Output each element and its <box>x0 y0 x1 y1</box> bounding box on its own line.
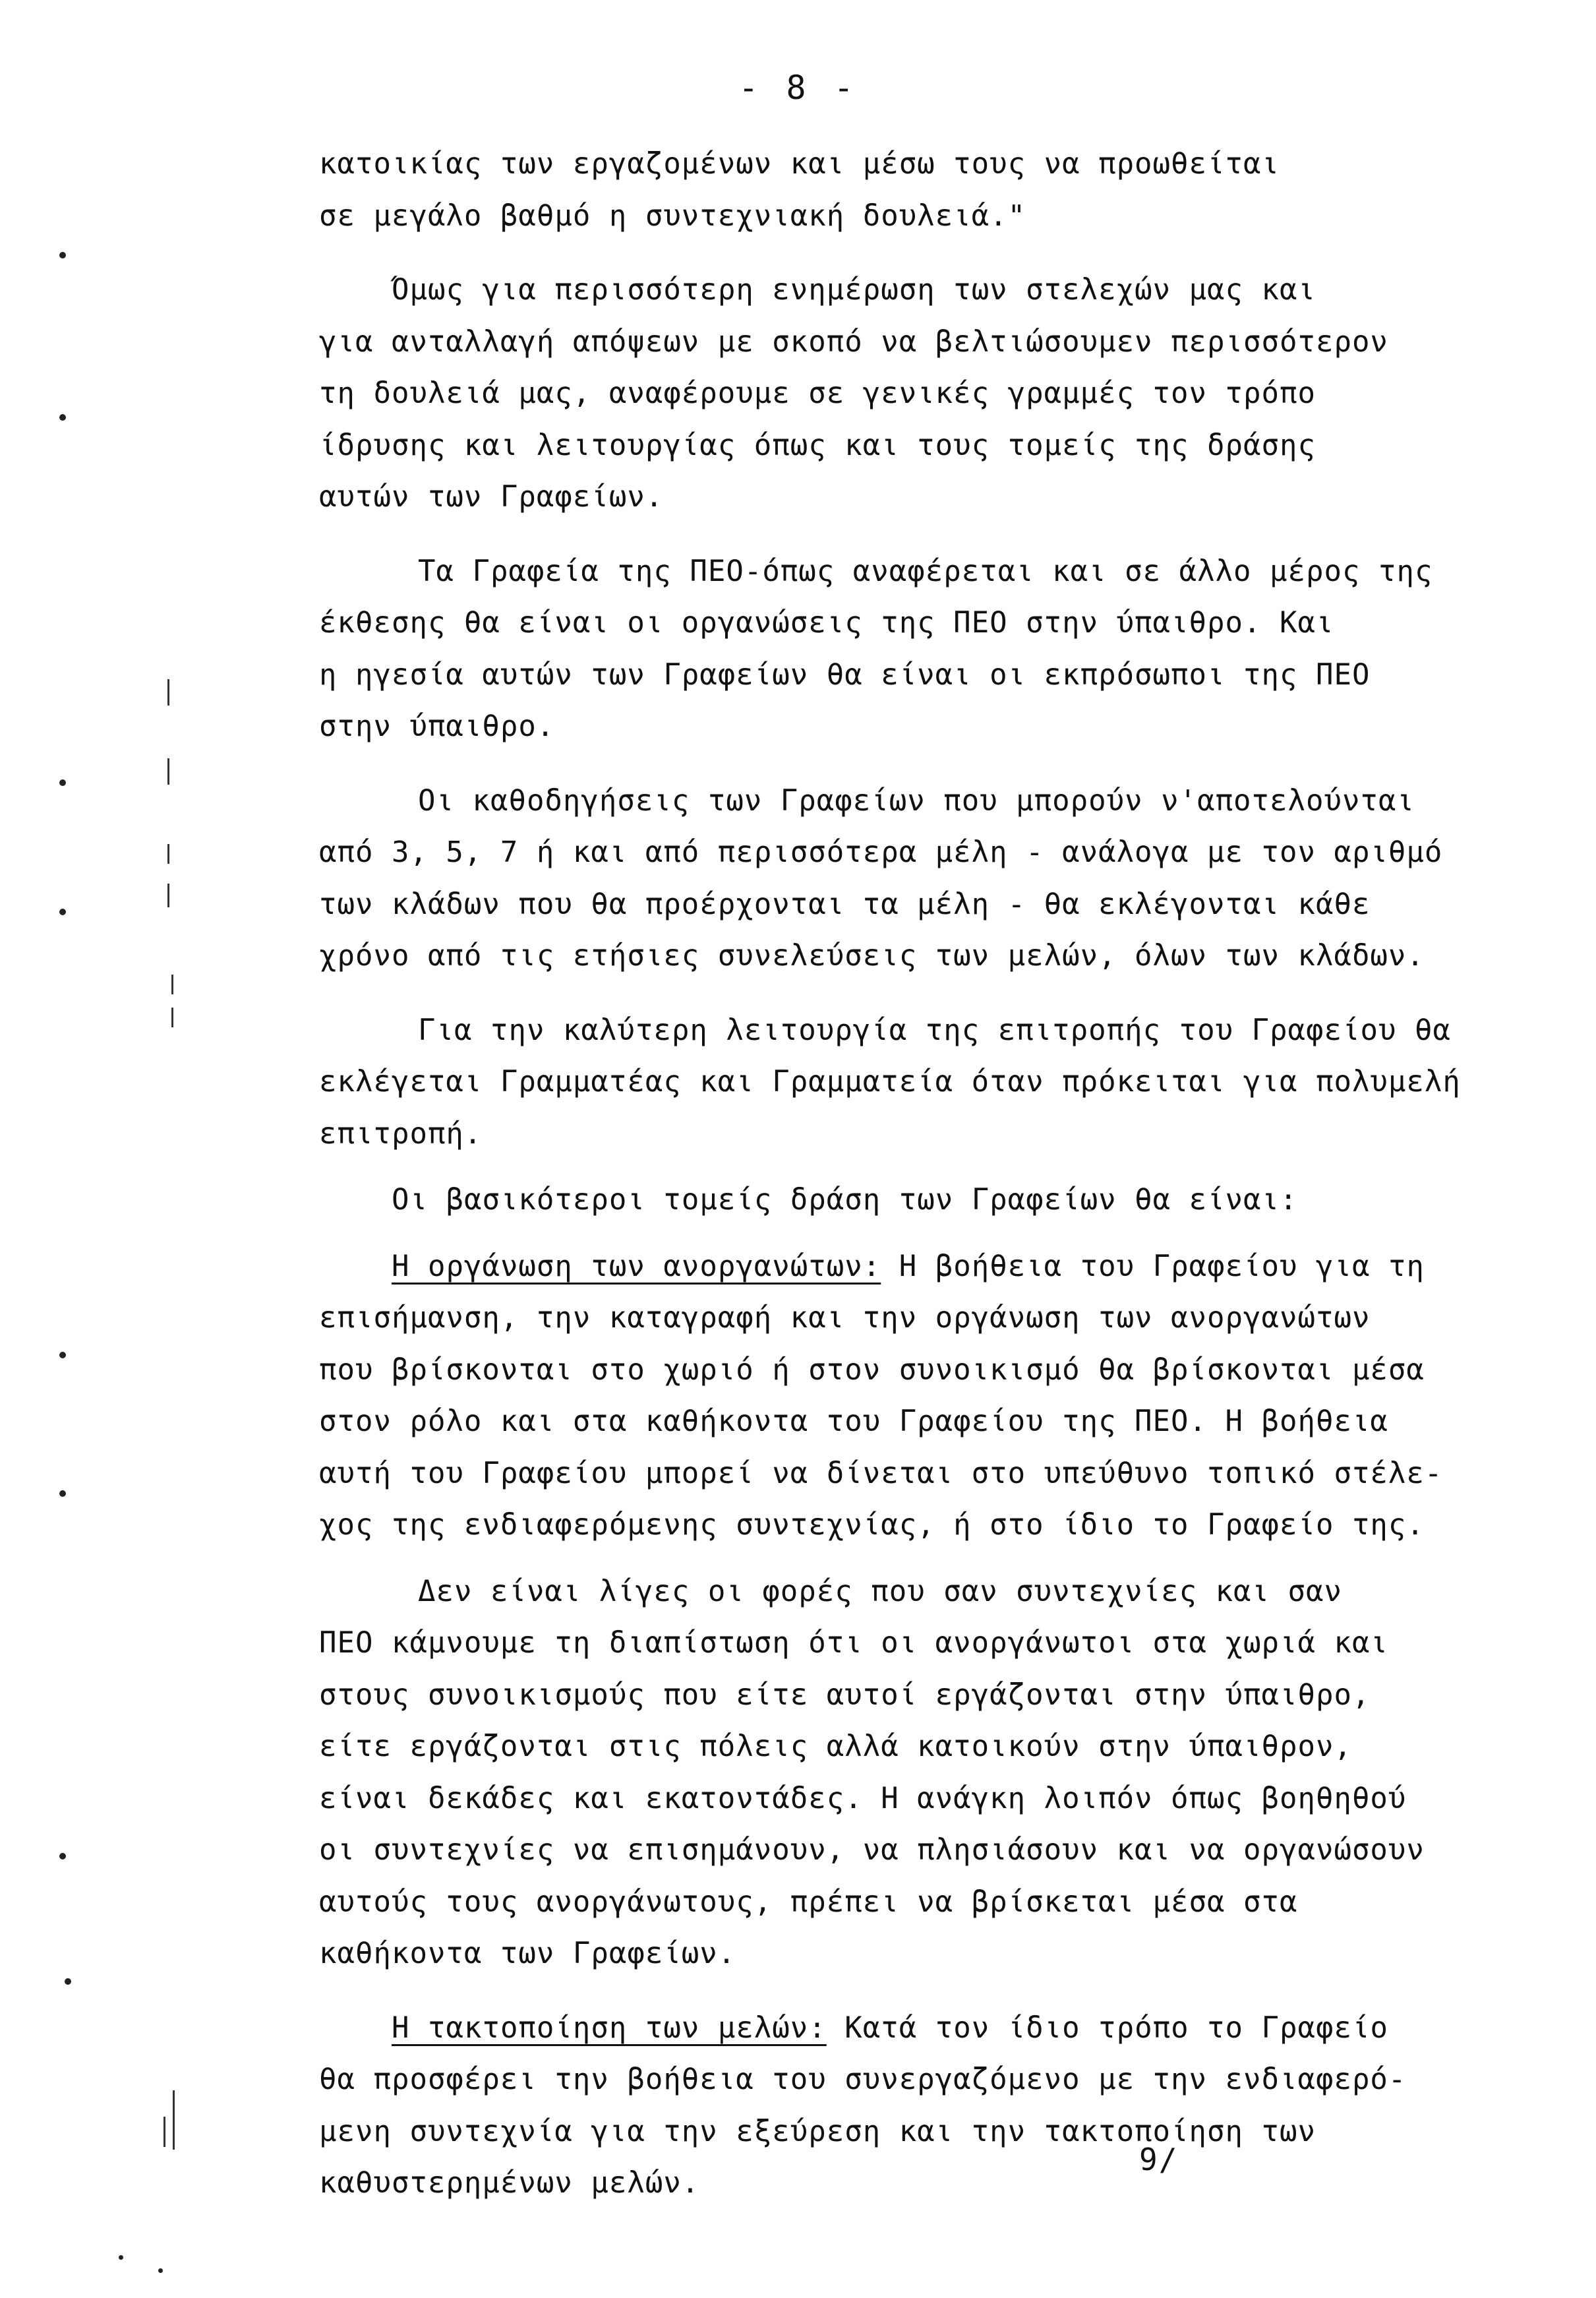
paragraph <box>319 1005 1572 1161</box>
text-line: μενη συντεχνία για την εξεύρεση και την τακτοποίηση των <box>319 2114 1316 2148</box>
text-line: καθυστερημένων μελών. <box>319 2166 700 2200</box>
text-line <box>319 2003 1572 2055</box>
text-line: ίδρυσης και λειτουργίας όπως και τους τομείς της δράσης <box>319 428 1316 462</box>
text-line: στους συνοικισμούς που είτε αυτοί εργάζονται στην ύπαιθρο, <box>319 1678 1371 1712</box>
scan-line <box>167 679 169 706</box>
text-line: από 3, 5, 7 ή και από περισσότερα μέλη - ανάλογα με τον αριθμό <box>319 835 1443 869</box>
paragraph <box>319 775 1572 983</box>
text-line: οι συντεχνίες να επισημάνουν, να πλησιάσουν και να οργανώσουν <box>319 1833 1425 1867</box>
section-member-regularization <box>319 2003 1572 2210</box>
heading-continuation: Η βοήθεια του Γραφείου για τη <box>881 1249 1425 1283</box>
text-line: κατοικίας των εργαζομένων και μέσω τους να προωθείται <box>319 147 1280 181</box>
text-line: χρόνο από τις ετήσιες συνελεύσεις των μελών, όλων των κλάδων. <box>319 939 1425 973</box>
scan-dot <box>59 252 66 258</box>
text-line: είναι δεκάδες και εκατοντάδες. Η ανάγκη λοιπόν όπως βοηθηθού <box>319 1781 1407 1815</box>
scan-line <box>167 844 169 864</box>
scan-dot <box>119 2255 123 2260</box>
text-line: Τα Γραφεία της ΠΕΟ-όπως αναφέρεται και σε άλλο μέρος της <box>418 554 1433 588</box>
text-line: χος της ενδιαφερόμενης συντεχνίας, ή στο ίδιο το Γραφείο της. <box>319 1508 1425 1542</box>
text-line: αυτών των Γραφείων. <box>319 480 664 514</box>
scan-dot <box>59 909 66 915</box>
section-organization <box>319 1241 1572 1552</box>
text-line: εκλέγεται Γραμματέας και Γραμματεία όταν πρόκειται για πολυμελή <box>319 1065 1461 1099</box>
text-line: για ανταλλαγή απόψεων με σκοπό να βελτιώσουμεν περισσότερον <box>319 324 1388 359</box>
text-line: Δεν είναι λίγες οι φορές που σαν συντεχνίες και σαν <box>418 1574 1343 1608</box>
text-line: η ηγεσία αυτών των Γραφείων θα είναι οι εκπρόσωποι της ΠΕΟ <box>319 657 1371 692</box>
section-heading: Η τακτοποίηση των μελών: <box>392 2011 827 2045</box>
text-line: ΠΕΟ κάμνουμε τη διαπίστωση ότι οι ανοργάνωτοι στα χωριά και <box>319 1626 1388 1660</box>
scan-dot <box>59 779 66 786</box>
text-line <box>319 1241 1572 1293</box>
scan-line <box>171 975 173 994</box>
scan-line <box>173 2090 175 2150</box>
text-line: στην ύπαιθρο. <box>319 710 555 743</box>
scan-dot <box>59 414 66 421</box>
scan-line <box>171 1008 173 1027</box>
scan-dot <box>158 2268 163 2273</box>
paragraph <box>319 138 1572 242</box>
document-body <box>319 138 1572 2210</box>
paragraph <box>319 264 1572 524</box>
text-line: Για την καλύτερη λειτουργία της επιτροπής του Γραφείου θα <box>418 1013 1451 1047</box>
scan-line <box>163 2117 165 2147</box>
paragraph <box>319 1174 1572 1226</box>
text-line: θα προσφέρει την βοήθεια του συνεργαζόμενο με την ενδιαφερό- <box>319 2063 1407 2096</box>
paragraph <box>319 546 1572 753</box>
text-line: Οι βασικότεροι τομείς δράση των Γραφείων θα είναι: <box>392 1183 1298 1217</box>
text-line: αυτούς τους ανοργάνωτους, πρέπει να βρίσκεται μέσα στα <box>319 1885 1298 1919</box>
scan-line <box>167 758 169 785</box>
text-line: των κλάδων που θα προέρχονται τα μέλη - θα εκλέγονται κάθε <box>319 887 1371 921</box>
text-line: Οι καθοδηγήσεις των Γραφείων που μπορούν ν'αποτελούνται <box>418 783 1415 818</box>
text-line: καθήκοντα των Γραφείων. <box>319 1937 736 1970</box>
heading-continuation: Κατά τον ίδιο τρόπο το Γραφείο <box>826 2011 1388 2045</box>
scan-dot <box>59 1853 66 1860</box>
scan-dot <box>65 1978 71 1985</box>
text-line: Όμως για περισσότερη ενημέρωση των στελεχών μας και <box>392 273 1316 307</box>
scan-dot <box>59 1490 66 1497</box>
text-line: αυτή του Γραφείου μπορεί να δίνεται στο υπεύθυνο τοπικό στέλε- <box>319 1456 1443 1490</box>
scan-dot <box>59 1352 66 1358</box>
text-line: σε μεγάλο βαθμό η συντεχνιακή δουλειά." <box>319 198 1026 233</box>
page-number: - 8 - <box>738 69 858 107</box>
next-page-reference: 9/ <box>1139 2142 1179 2177</box>
text-line: που βρίσκονται στο χωριό ή στον συνοικισμό θα βρίσκονται μέσα <box>319 1352 1425 1387</box>
text-line: στον ρόλο και στα καθήκοντα του Γραφείου της ΠΕΟ. Η βοήθεια <box>319 1405 1388 1438</box>
text-line: τη δουλειά μας, αναφέρουμε σε γενικές γραμμές τον τρόπο <box>319 377 1316 410</box>
text-line: έκθεσης θα είναι οι οργανώσεις της ΠΕΟ στην ύπαιθρο. Και <box>319 606 1334 640</box>
scan-line <box>167 884 169 907</box>
text-line: επιτροπή. <box>319 1116 483 1151</box>
text-line: είτε εργάζονται στις πόλεις αλλά κατοικούν στην ύπαιθρον, <box>319 1730 1352 1763</box>
text-line: επισήμανση, την καταγραφή και την οργάνωση των ανοργανώτων <box>319 1301 1371 1335</box>
paragraph <box>319 1566 1572 1980</box>
section-heading: Η οργάνωση των ανοργανώτων: <box>392 1249 881 1283</box>
